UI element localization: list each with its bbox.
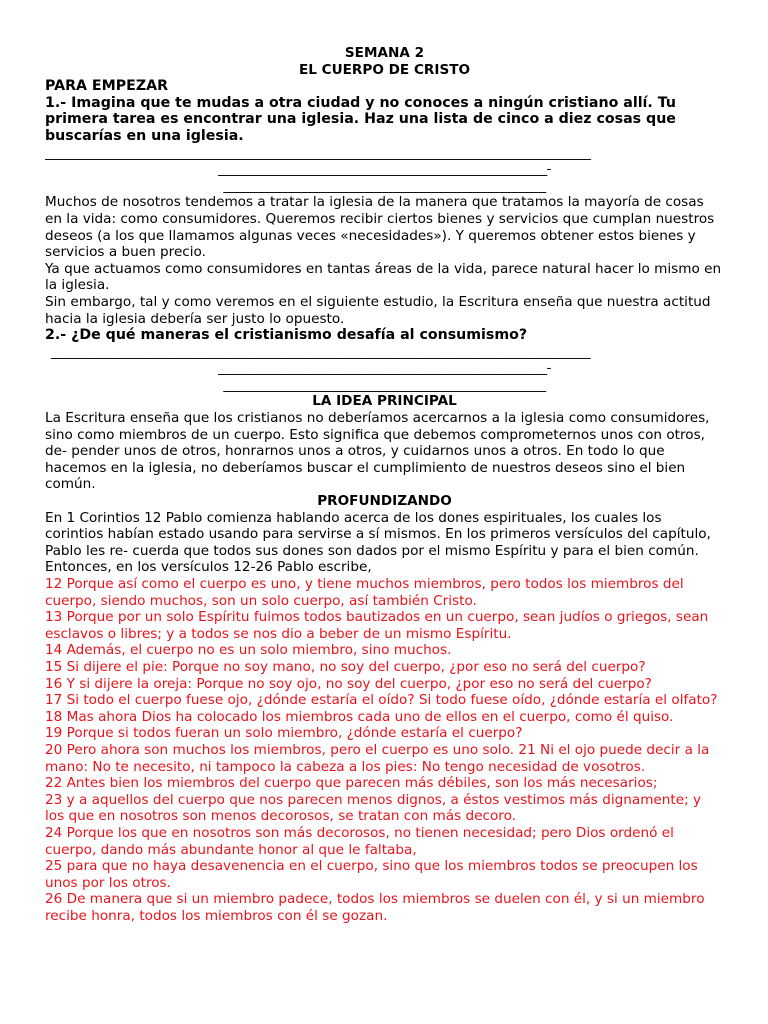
answer-line-q1-3: ____________________________________________________ — [223, 177, 546, 194]
main-idea-heading: LA IDEA PRINCIPAL — [312, 393, 457, 410]
question-1: 1.- Imagina que te mudas a otra ciudad y no conoces a ningún cristiano allí. Tu primera tarea es encontrar una iglesia. Haz una lista de cinco a diez cosas que buscarías en una iglesia. — [45, 94, 676, 144]
verse-26: 26 De manera que si un miembro padece, todos los miembros se duelen con él, y si un miembro recibe honra, todos los miembros con él se gozan. — [45, 891, 705, 924]
verse-14: 14 Además, el cuerpo no es un solo miembro, sino muchos. — [45, 642, 452, 659]
deeper-text: En 1 Corintios 12 Pablo comienza hablando acerca de los dones espirituales, los cuales los corintios habían estado usando para servirse a sí mismos. En los primeros versículos del capítulo, Pablo les re- cuerda que todos sus dones son dados por el mismo Espíritu y para el bien común. Entonces, en los versículos 12-26 Pablo escribe, — [45, 509, 711, 576]
answer-line-q1-1: ________________________________________________________________________________________ — [45, 144, 591, 161]
answer-line-q2-1: _______________________________________________________________________________________ — [51, 343, 591, 360]
week-label: SEMANA 2 — [344, 45, 425, 61]
verse-19: 19 Porque si todos fueran un solo miembro, ¿dónde estaría el cuerpo? — [45, 725, 523, 742]
answer-line-q2-2: _____________________________________________________- — [218, 360, 551, 377]
verse-22: 22 Antes bien los miembros del cuerpo que parecen más débiles, son los más necesarios; — [45, 775, 658, 792]
verse-15: 15 Si dijere el pie: Porque no soy mano, no soy del cuerpo, ¿por eso no será del cuerpo? — [45, 658, 646, 675]
question-2: 2.- ¿De qué maneras el cristianismo desafía al consumismo? — [45, 327, 528, 344]
verse-17: 17 Si todo el cuerpo fuese ojo, ¿dónde estaría el oído? Si todo fuese oído, ¿dónde estaría el olfato? — [45, 692, 718, 709]
verse-23: 23 y a aquellos del cuerpo que nos parecen menos dignos, a éstos vestimos más dignamente; y los que en nosotros son menos decorosos, se tratan con más decoro. — [45, 791, 702, 825]
main-idea-text: La Escritura enseña que los cristianos no deberíamos acercarnos a la iglesia como consumidores, sino como miembros de un cuerpo. Esto significa que debemos comprometernos unos con otros, de- pender unos de otros, honrarnos unos a otros, y cuidarnos unos a otros. En todo lo que hacemos en la iglesia, no deberíamos buscar el cumplimiento de nuestros deseos sino el bien común. — [45, 410, 710, 493]
intro-paragraph-3: Sin embargo, tal y como veremos en el siguiente estudio, la Escritura enseña que nuestra actitud hacia la iglesia debería ser justo lo opuesto. — [45, 293, 711, 327]
answer-line-q2-3: ____________________________________________________ — [223, 376, 546, 393]
verse-18: 18 Mas ahora Dios ha colocado los miembros cada uno de ellos en el cuerpo, como él quiso. — [45, 708, 674, 725]
verse-13: 13 Porque por un solo Espíritu fuimos todos bautizados en un cuerpo, sean judíos o griegos, sean esclavos o libres; y a todos se nos dio a beber de un mismo Espíritu. — [45, 609, 709, 642]
answer-line-q1-2: _____________________________________________________- — [218, 161, 551, 178]
verse-16: 16 Y si dijere la oreja: Porque no soy ojo, no soy del cuerpo, ¿por eso no será del cuerpo? — [45, 675, 652, 692]
verse-25: 25 para que no haya desavenencia en el cuerpo, sino que los miembros todos se preocupen los unos por los otros. — [45, 858, 698, 891]
deeper-heading: PROFUNDIZANDO — [317, 493, 452, 510]
intro-paragraph-2: Ya que actuamos como consumidores en tantas áreas de la vida, parece natural hacer lo mismo en la iglesia. — [45, 260, 722, 294]
verse-20-21: 20 Pero ahora son muchos los miembros, pero el cuerpo es uno solo. 21 Ni el ojo puede decir a la mano: No te necesito, ni tampoco la cabeza a los pies: No tengo necesidad de vosotros. — [45, 741, 710, 775]
intro-paragraph-1: Muchos de nosotros tendemos a tratar la iglesia de la manera que tratamos la mayoría de cosas en la vida: como consumidores. Queremos recibir ciertos bienes y servicios que cumplan nuestros deseos (a los que llamamos algunas veces «necesidades»). Y queremos obtener estos bienes y servicios a buen precio. — [45, 194, 715, 261]
document-title: EL CUERPO DE CRISTO — [298, 61, 471, 78]
section-label-para-empezar: PARA EMPEZAR — [45, 78, 169, 95]
verse-12: 12 Porque así como el cuerpo es uno, y tiene muchos miembros, pero todos los miembros del cuerpo, siendo muchos, son un solo cuerpo, así también Cristo. — [45, 576, 684, 609]
verse-24: 24 Porque los que en nosotros son más decorosos, no tienen necesidad; pero Dios ordenó el cuerpo, dando más abundante honor al que le faltaba, — [45, 824, 674, 858]
